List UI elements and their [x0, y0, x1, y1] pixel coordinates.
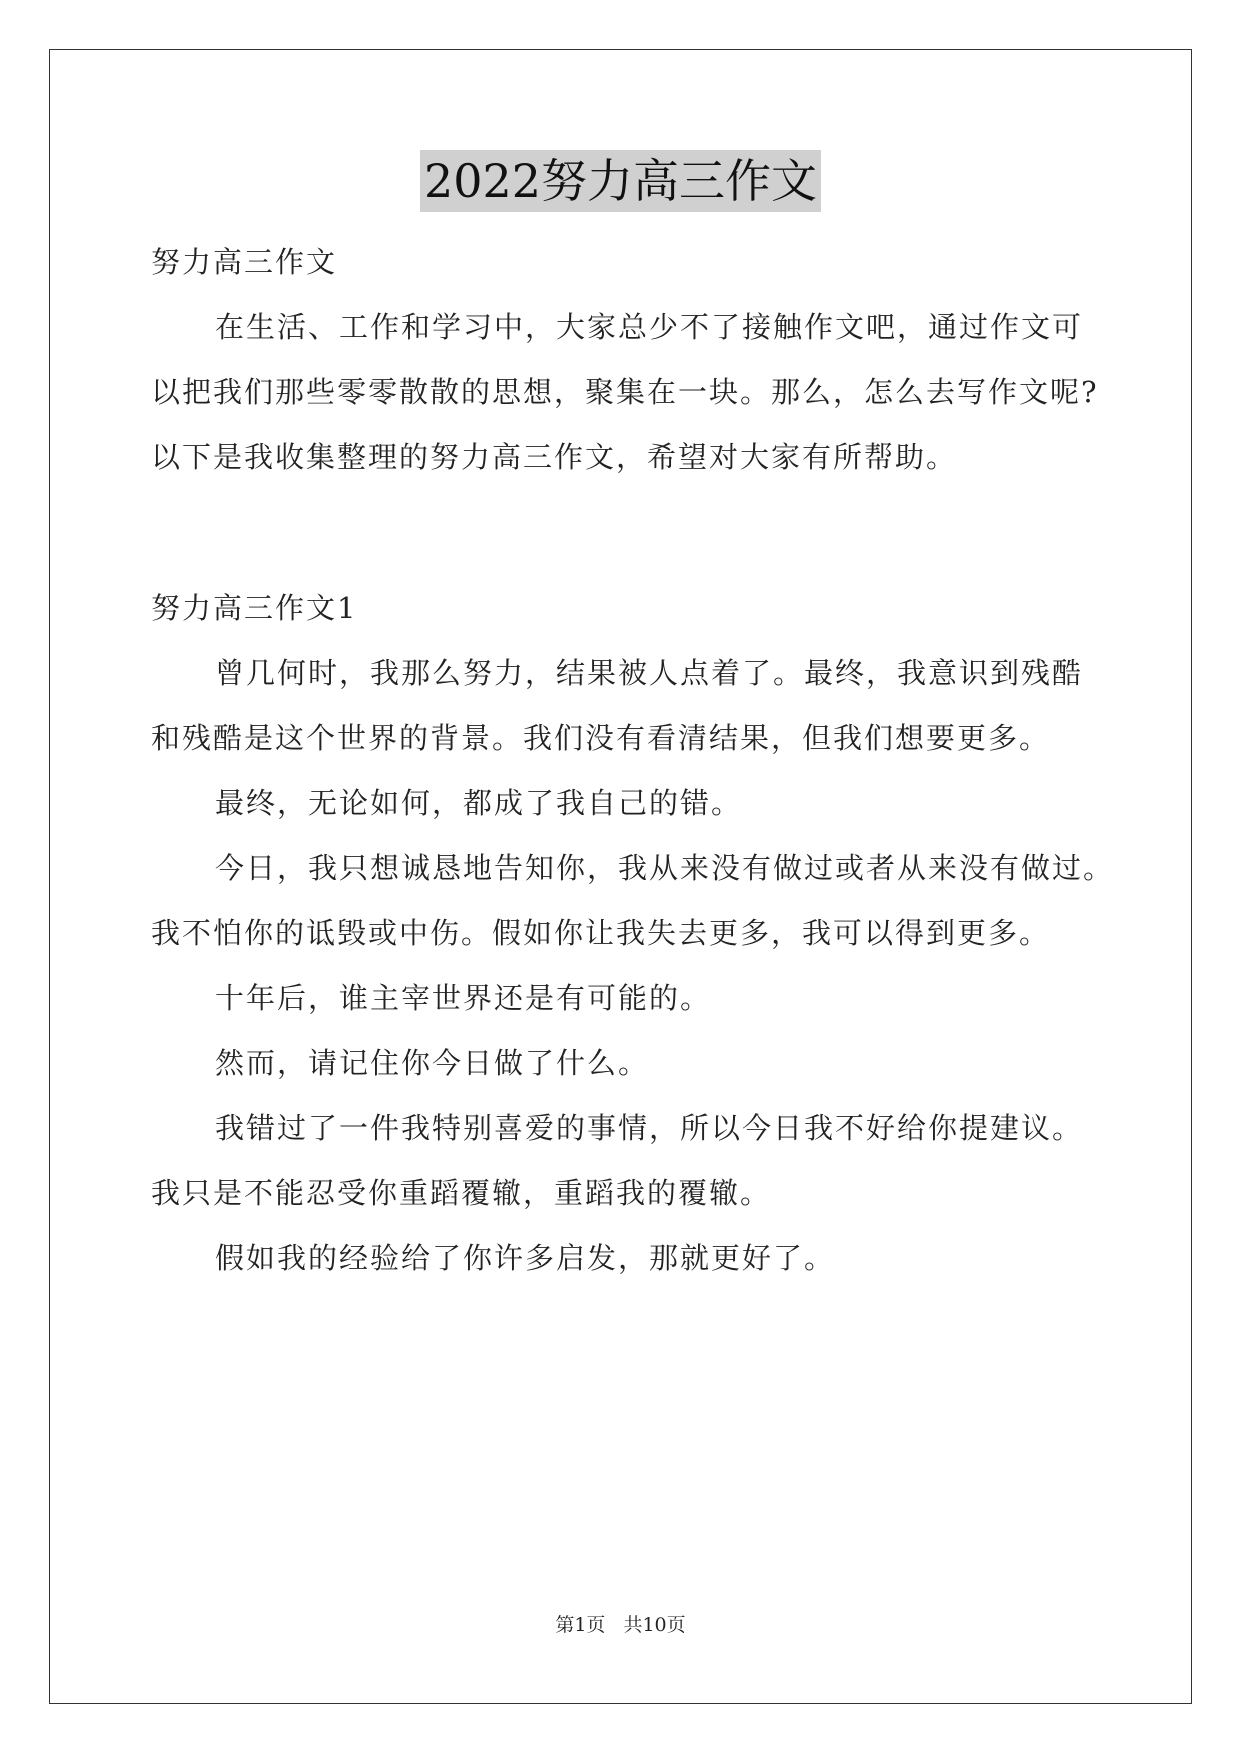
- page-number: 第1页: [555, 1614, 606, 1636]
- paragraph-line: 我错过了一件我特别喜爱的事情，所以今日我不好给你提建议。: [215, 1111, 1084, 1145]
- section-heading: 努力高三作文: [151, 245, 338, 279]
- paragraph-line: 十年后，谁主宰世界还是有可能的。: [215, 981, 712, 1015]
- paragraph-line: 以下是我收集整理的努力高三作文，希望对大家有所帮助。: [151, 440, 958, 474]
- page-total: 共10页: [623, 1614, 686, 1636]
- document-title: 2022努力高三作文: [420, 150, 821, 212]
- section-heading: 努力高三作文1: [151, 591, 358, 625]
- paragraph-line: 曾几何时，我那么努力，结果被人点着了。最终，我意识到残酷: [215, 656, 1084, 690]
- document-body: [151, 230, 1115, 1291]
- paragraph-line: 以把我们那些零零散散的思想，聚集在一块。那么，怎么去写作文呢?: [151, 375, 1099, 409]
- paragraph-line: 我不怕你的诋毁或中伤。假如你让我失去更多，我可以得到更多。: [151, 916, 1051, 950]
- title-container: [0, 150, 1241, 212]
- page-footer: [0, 1610, 1241, 1637]
- paragraph-line: 然而，请记住你今日做了什么。: [215, 1046, 650, 1080]
- paragraph-line: 今日，我只想诚恳地告知你，我从来没有做过或者从来没有做过。: [215, 851, 1115, 885]
- paragraph-line: 假如我的经验给了你许多启发，那就更好了。: [215, 1241, 836, 1275]
- paragraph-line: 和残酷是这个世界的背景。我们没有看清结果，但我们想要更多。: [151, 721, 1051, 755]
- paragraph-line: 最终，无论如何，都成了我自己的错。: [215, 786, 743, 820]
- paragraph-line: 我只是不能忍受你重蹈覆辙，重蹈我的覆辙。: [151, 1176, 772, 1210]
- paragraph-spacer: [151, 490, 1091, 576]
- paragraph-line: 在生活、工作和学习中，大家总少不了接触作文吧，通过作文可: [215, 310, 1084, 344]
